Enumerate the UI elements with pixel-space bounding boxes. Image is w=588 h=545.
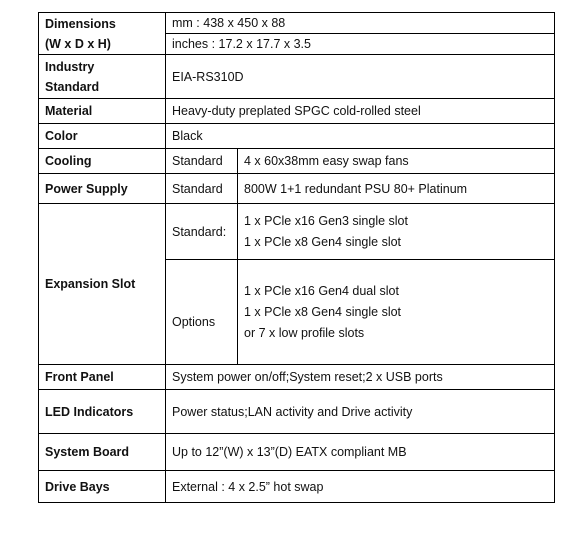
value-drive-bays: External : 4 x 2.5” hot swap bbox=[166, 471, 555, 503]
sub-expansion-options: Options bbox=[166, 260, 238, 365]
table-row bbox=[39, 365, 555, 390]
label-material: Material bbox=[39, 99, 166, 124]
table-row bbox=[39, 124, 555, 149]
list-item: 1 x PCle x16 Gen3 single slot bbox=[244, 213, 408, 228]
value-system-board: Up to 12”(W) x 13”(D) EATX compliant MB bbox=[166, 434, 555, 471]
value-cooling: 4 x 60x38mm easy swap fans bbox=[238, 149, 555, 174]
list-item: 1 x PCle x8 Gen4 single slot bbox=[244, 234, 402, 249]
table-row bbox=[39, 434, 555, 471]
label-expansion-slot: Expansion Slot bbox=[39, 204, 166, 365]
value-led-indicators: Power status;LAN activity and Drive activity bbox=[166, 390, 555, 434]
spec-table bbox=[38, 12, 555, 503]
label-led-indicators: LED Indicators bbox=[39, 390, 166, 434]
value-expansion-standard bbox=[238, 204, 555, 260]
list-item: or 7 x low profile slots bbox=[244, 325, 365, 340]
sub-expansion-standard: Standard: bbox=[166, 204, 238, 260]
label-color: Color bbox=[39, 124, 166, 149]
table-row bbox=[39, 99, 555, 124]
list-item: 1 x PCle x8 Gen4 single slot bbox=[244, 304, 402, 319]
label-cooling: Cooling bbox=[39, 149, 166, 174]
value-color: Black bbox=[166, 124, 555, 149]
value-industry-standard: EIA-RS310D bbox=[166, 55, 555, 99]
label-industry-standard: Industry Standard bbox=[39, 55, 166, 99]
table-row bbox=[39, 390, 555, 434]
value-material: Heavy-duty preplated SPGC cold-rolled steel bbox=[166, 99, 555, 124]
table-row bbox=[39, 55, 555, 99]
label-power-supply: Power Supply bbox=[39, 174, 166, 204]
table-row bbox=[39, 149, 555, 174]
list-item: 1 x PCle x16 Gen4 dual slot bbox=[244, 283, 399, 298]
value-dimensions-mm: mm : 438 x 450 x 88 bbox=[166, 13, 555, 34]
value-power-supply: 800W 1+1 redundant PSU 80+ Platinum bbox=[238, 174, 555, 204]
table-row bbox=[39, 204, 555, 260]
label-front-panel: Front Panel bbox=[39, 365, 166, 390]
sub-power-supply: Standard bbox=[166, 174, 238, 204]
value-front-panel: System power on/off;System reset;2 x USB ports bbox=[166, 365, 555, 390]
sub-cooling: Standard bbox=[166, 149, 238, 174]
value-dimensions-inches: inches : 17.2 x 17.7 x 3.5 bbox=[166, 34, 555, 55]
table-row bbox=[39, 174, 555, 204]
label-system-board: System Board bbox=[39, 434, 166, 471]
label-dimensions: Dimensions (W x D x H) bbox=[39, 13, 166, 55]
table-row bbox=[39, 13, 555, 34]
value-expansion-options bbox=[238, 260, 555, 365]
table-row bbox=[39, 471, 555, 503]
label-drive-bays: Drive Bays bbox=[39, 471, 166, 503]
